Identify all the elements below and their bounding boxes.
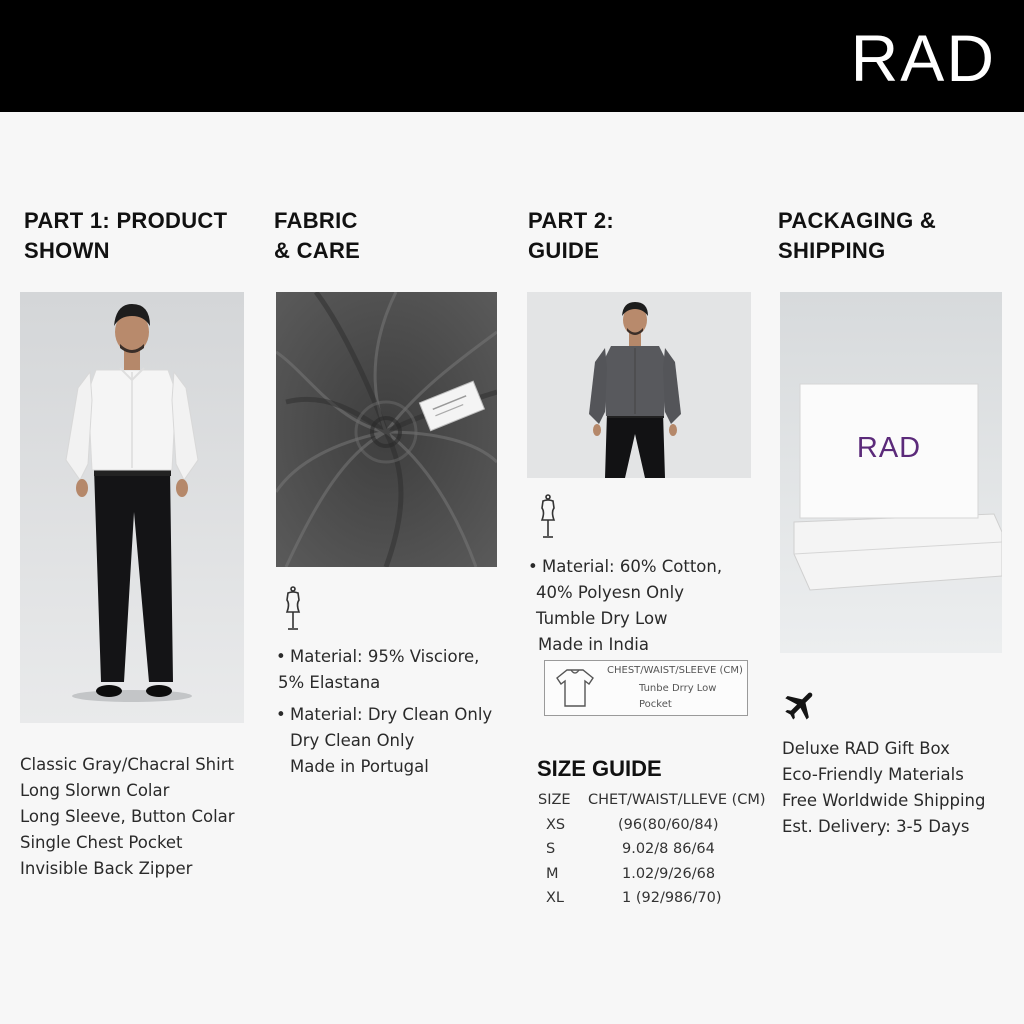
dress-form-icon (283, 586, 303, 632)
bullet-line: Made in India (538, 635, 649, 654)
bullet-line: 5% Elastana (278, 673, 381, 692)
feature-line: Long Sleeve, Button Colar (20, 807, 235, 826)
product-features (20, 752, 235, 882)
size-header: SIZE (538, 792, 571, 809)
measure-cell: 1 (92/986/70) (622, 890, 722, 907)
bullet-line: Tumble Dry Low (536, 609, 668, 628)
table-row (538, 813, 766, 838)
bullet-line: 40% Polyesn Only (536, 583, 684, 602)
gift-box-photo (780, 292, 1002, 653)
measure-cell: 9.02/8 86/64 (622, 841, 715, 858)
dress-form-icon (538, 494, 558, 540)
table-header-row (538, 788, 766, 813)
table-row (538, 862, 766, 887)
table-row (538, 837, 766, 862)
shipping-info (782, 736, 985, 840)
bullet-line: Material: 95% Visciore, (290, 647, 480, 666)
bullet-line: Dry Clean Only (290, 731, 415, 750)
fabric-care-bullet: • Material: Dry Clean Only Dry Clean Only Made in Portugal (290, 702, 492, 780)
measure-header: CHET/WAIST/LLEVE (CM) (588, 792, 766, 809)
size-guide-title: SIZE GUIDE (537, 756, 662, 781)
table-row (538, 886, 766, 911)
bullet-line: Material: 60% Cotton, (542, 557, 723, 576)
bullet-line: Material: Dry Clean Only (290, 705, 493, 724)
fabric-swatch-photo (276, 292, 497, 567)
shipping-line: Free Worldwide Shipping (782, 791, 986, 810)
care-label-line: CHEST/WAIST/SLEEVE (CM) (607, 665, 743, 676)
col4-title: PACKAGING & SHIPPING (778, 208, 937, 263)
feature-line: Single Chest Pocket (20, 833, 183, 852)
header-bar (0, 0, 1024, 112)
shirt-icon (553, 666, 597, 710)
care-label-line: Pocket (639, 699, 672, 710)
feature-line: Classic Gray/Chacral Shirt (20, 755, 234, 774)
measure-cell: (96(80/60/84) (618, 816, 719, 833)
gift-box-logo: RAD (856, 432, 922, 464)
product-photo-white-shirt (20, 292, 244, 723)
shipping-line: Deluxe RAD Gift Box (782, 739, 950, 758)
col2-title: FABRIC & CARE (274, 208, 361, 263)
care-label-line: Tunbe Drry Low (639, 683, 717, 694)
guide-material-bullet: • Material: 60% Cotton, 40% Polyesn Only Tumble Dry Low Made in India (542, 554, 722, 658)
size-cell: XS (546, 816, 566, 833)
size-cell: XL (546, 890, 565, 907)
feature-line: Invisible Back Zipper (20, 859, 193, 878)
col1-title: PART 1: PRODUCT SHOWN (24, 208, 228, 263)
shipping-line: Eco-Friendly Materials (782, 765, 964, 784)
measure-cell: 1.02/9/26/68 (622, 865, 716, 882)
brand-logo: RAD (850, 21, 996, 95)
bullet-line: Made in Portugal (290, 757, 429, 776)
care-label-box (544, 660, 748, 716)
fabric-material-bullet: • Material: 95% Visciore, 5% Elastana (290, 644, 479, 696)
airplane-icon (782, 686, 820, 724)
shipping-line: Est. Delivery: 3-5 Days (782, 817, 970, 836)
size-cell: S (546, 841, 556, 858)
feature-line: Long Slorwn Colar (20, 781, 170, 800)
col3-title: PART 2: GUIDE (528, 208, 615, 263)
size-table (538, 788, 766, 911)
size-cell: M (546, 865, 559, 882)
product-photo-gray-shirt (527, 292, 751, 478)
